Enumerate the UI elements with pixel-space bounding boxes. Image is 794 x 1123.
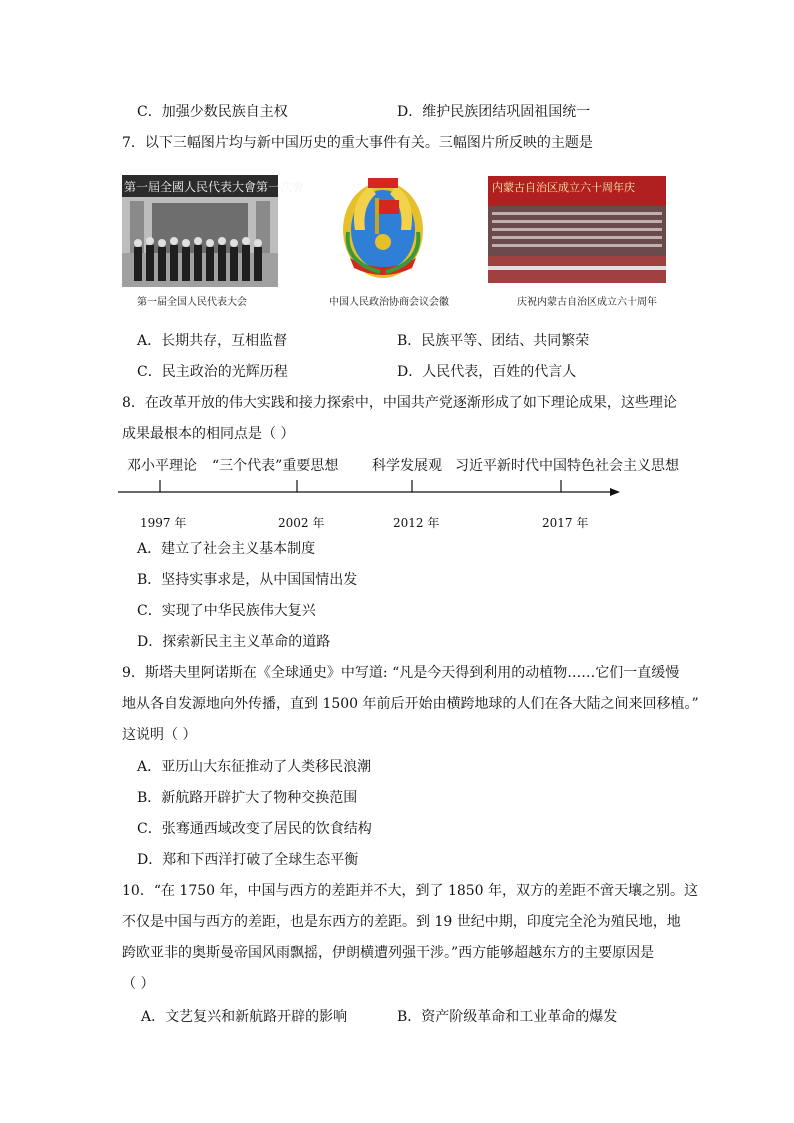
q7-caption-1: 第一届全国人民代表大会 [137,297,247,308]
q7-image-cppcc-emblem [340,172,426,282]
q6-option-d: D．维护民族团结巩固祖国统一 [397,104,591,120]
q7-caption-3: 庆祝内蒙古自治区成立六十周年 [517,297,657,308]
q7-caption-2: 中国人民政治协商会议会徽 [329,297,449,308]
q8-stem-line-1: 8．在改革开放的伟大实践和接力探索中，中国共产党逐渐形成了如下理论成果，这些理论 [122,395,677,411]
q9-stem-line-1: 9．斯塔夫里阿诺斯在《全球通史》中写道: “凡是今天得到利用的动植物……它们一直缓慢 [122,665,680,681]
q7-image-stadium-banner: 内蒙古自治区成立六十周年庆 [492,181,635,194]
q7-image-congress-banner: 第一屆全國人民代表大會第一次會 [124,180,305,194]
timeline-label-scientific-development: 科学发展观 [372,458,442,474]
q8-option-d: D．探索新民主主义革命的道路 [137,634,331,650]
q10-stem-line-4: （ ） [122,976,155,992]
cppcc-emblem-icon [340,172,426,282]
q7-option-c: C．民主政治的光辉历程 [137,364,288,380]
timeline-year-2002: 2002 年 [278,516,325,530]
q10-stem-line-2: 不仅是中国与西方的差距，也是东西方的差距。到 19 世纪中期，印度完全沦为殖民地，地 [122,914,681,930]
q8-option-c: C．实现了中华民族伟大复兴 [137,603,316,619]
q7-option-d: D．人民代表，百姓的代言人 [397,364,577,380]
timeline-year-1997: 1997 年 [140,516,187,530]
timeline-year-2012: 2012 年 [393,516,440,530]
q7-option-b: B．民族平等、团结、共同繁荣 [397,333,590,349]
q10-option-b: B．资产阶级革命和工业革命的爆发 [397,1009,618,1025]
q9-option-d: D．郑和下西洋打破了全球生态平衡 [137,852,359,868]
q9-option-a: A．亚历山大东征推动了人类移民浪潮 [137,759,372,775]
q9-option-b: B．新航路开辟扩大了物种交换范围 [137,790,358,806]
q7-image-congress-photo [122,175,305,287]
q7-stem: 7．以下三幅图片均与新中国历史的重大事件有关。三幅图片所反映的主题是 [122,135,593,151]
q9-stem-line-2: 地从各自发源地向外传播，直到 1500 年前后开始由横跨地球的人们在各大陆之间来回移植。” [122,696,699,712]
timeline-label-deng: 邓小平理论 [127,458,197,474]
timeline-axis [118,480,628,504]
q8-option-b: B．坚持实事求是，从中国国情出发 [137,572,358,588]
timeline-label-three-represents: “三个代表”重要思想 [212,458,339,474]
q6-option-c: C．加强少数民族自主权 [137,104,288,120]
q8-option-a: A．建立了社会主义基本制度 [137,541,316,557]
timeline-year-2017: 2017 年 [542,516,589,530]
q10-stem-line-1: 10．“在 1750 年，中国与西方的差距并不大，到了 1850 年，双方的差距不啻天壤之别。这 [122,883,699,899]
q7-image-inner-mongolia-stadium [488,176,666,283]
q7-option-a: A．长期共存，互相监督 [137,333,288,349]
arrow-right-icon [610,488,620,496]
q9-option-c: C．张骞通西域改变了居民的饮食结构 [137,821,372,837]
q10-stem-line-3: 跨欧亚非的奥斯曼帝国风雨飘摇，伊朗横遭列强干涉。”西方能够超越东方的主要原因是 [122,945,655,961]
timeline-label-xi-thought: 习近平新时代中国特色社会主义思想 [455,458,679,474]
q8-stem-line-2: 成果最根本的相同点是（ ） [122,426,295,442]
q10-option-a: A．文艺复兴和新航路开辟的影响 [141,1009,348,1025]
q9-stem-line-3: 这说明（ ） [122,727,197,743]
